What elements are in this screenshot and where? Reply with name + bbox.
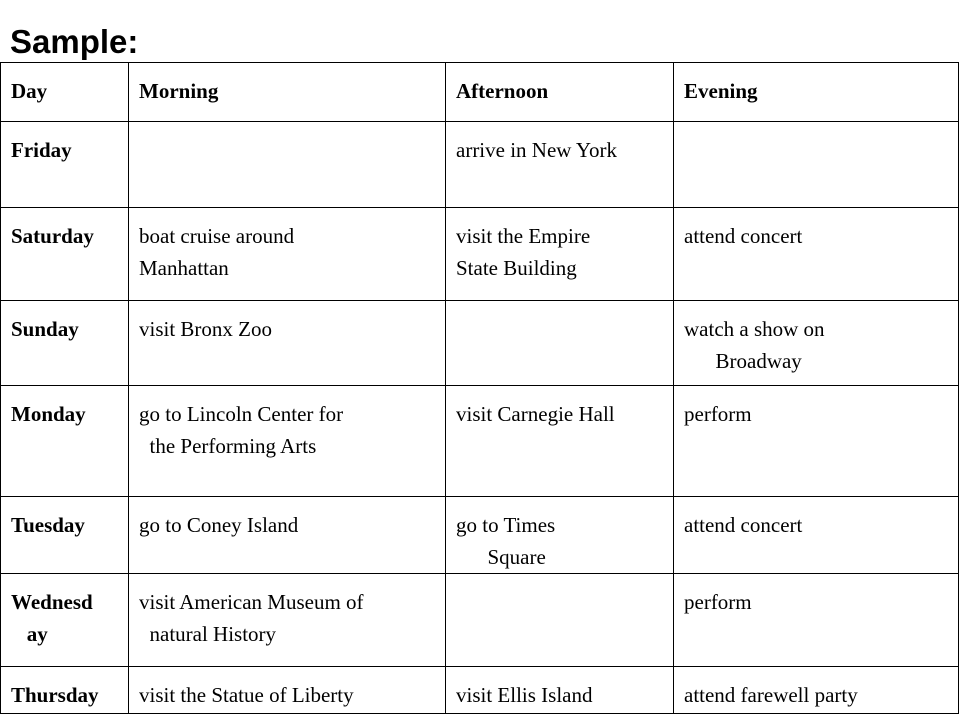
evening-text: attend concert — [684, 224, 803, 248]
morning-cell — [129, 122, 446, 208]
table-header-row — [1, 63, 959, 122]
morning-text: boat cruise around Manhattan — [139, 224, 295, 280]
evening-cell — [674, 301, 959, 386]
day-text: Tuesday — [11, 513, 85, 537]
evening-cell — [674, 667, 959, 714]
header-day: Day — [1, 63, 129, 122]
table-row — [1, 497, 959, 574]
afternoon-cell — [446, 497, 674, 574]
evening-cell — [674, 208, 959, 301]
afternoon-cell — [446, 122, 674, 208]
evening-cell — [674, 574, 959, 667]
afternoon-cell — [446, 301, 674, 386]
day-text: Thursday — [11, 683, 99, 707]
day-text: Monday — [11, 402, 86, 426]
morning-cell — [129, 497, 446, 574]
morning-cell — [129, 301, 446, 386]
day-text: Sunday — [11, 317, 79, 341]
header-evening: Evening — [674, 63, 959, 122]
table-row — [1, 574, 959, 667]
afternoon-cell — [446, 574, 674, 667]
day-text: Saturday — [11, 224, 94, 248]
table-row — [1, 208, 959, 301]
afternoon-text: visit the Empire State Building — [456, 224, 591, 280]
afternoon-text: visit Ellis Island — [456, 683, 593, 707]
morning-cell — [129, 208, 446, 301]
table-row — [1, 122, 959, 208]
table-row — [1, 301, 959, 386]
afternoon-text: go to Times Square — [456, 513, 556, 569]
table-row — [1, 667, 959, 714]
evening-text: perform — [684, 590, 752, 614]
evening-text: watch a show on Broadway — [684, 317, 825, 373]
afternoon-cell — [446, 386, 674, 497]
day-cell — [1, 386, 129, 497]
morning-text: go to Lincoln Center for the Performing Arts — [139, 402, 344, 458]
afternoon-text: visit Carnegie Hall — [456, 402, 615, 426]
morning-cell — [129, 574, 446, 667]
evening-text: attend concert — [684, 513, 803, 537]
evening-cell — [674, 497, 959, 574]
morning-cell — [129, 386, 446, 497]
header-morning: Morning — [129, 63, 446, 122]
afternoon-cell — [446, 208, 674, 301]
morning-text: go to Coney Island — [139, 513, 299, 537]
itinerary-table — [0, 62, 959, 714]
evening-cell — [674, 122, 959, 208]
evening-text: attend farewell party — [684, 683, 858, 707]
day-cell — [1, 301, 129, 386]
day-cell — [1, 208, 129, 301]
evening-text: perform — [684, 402, 752, 426]
afternoon-text: arrive in New York — [456, 138, 617, 162]
morning-text: visit Bronx Zoo — [139, 317, 273, 341]
day-text: Friday — [11, 138, 72, 162]
evening-cell — [674, 386, 959, 497]
day-cell — [1, 497, 129, 574]
morning-text: visit the Statue of Liberty — [139, 683, 354, 707]
morning-text: visit American Museum of natural History — [139, 590, 364, 646]
page-title: Sample: — [10, 23, 139, 60]
day-text: Wednesd ay — [11, 590, 93, 646]
morning-cell — [129, 667, 446, 714]
day-cell — [1, 667, 129, 714]
day-cell — [1, 574, 129, 667]
header-afternoon: Afternoon — [446, 63, 674, 122]
afternoon-cell — [446, 667, 674, 714]
table-row — [1, 386, 959, 497]
day-cell — [1, 122, 129, 208]
